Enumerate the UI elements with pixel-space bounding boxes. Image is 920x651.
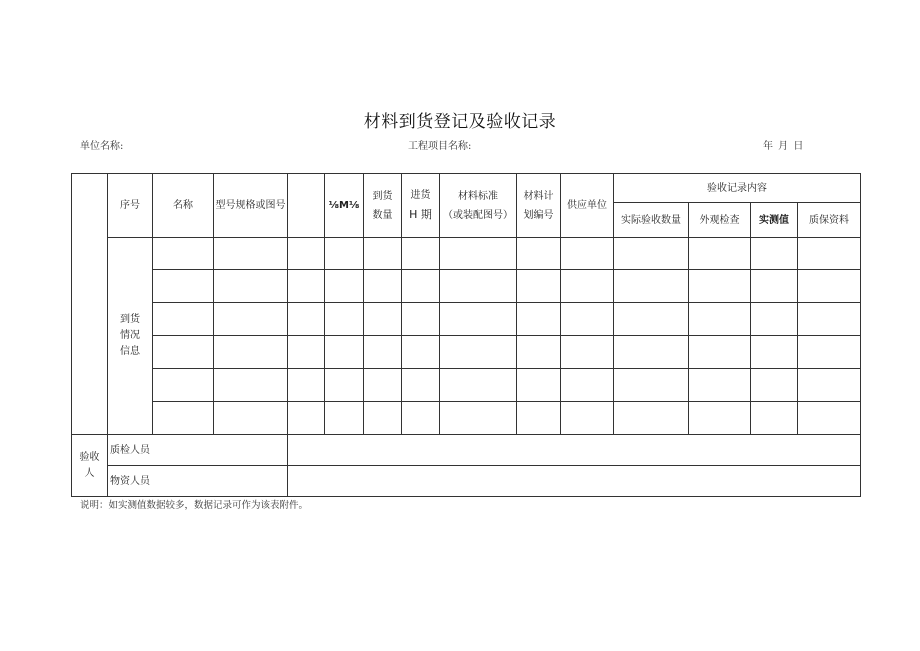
acceptor-row [72,435,861,466]
section-arrival-info [72,174,108,435]
date-label: 年 月 日 [763,141,804,152]
header-seq: 序号 [108,174,153,238]
table-row [72,402,861,435]
table-row [72,369,861,402]
unit-name-label: 单位名称: [80,141,124,152]
material-staff-field[interactable] [288,466,861,497]
table-row [72,336,861,369]
project-name-label: 工程项目名称: [408,141,472,152]
header-name: 名称 [153,174,214,238]
header-actual-qty: 实际验收数量 [614,203,689,238]
acceptor-row [72,466,861,497]
material-staff-label: 物资人员 [108,466,288,497]
header-plan-no: 材料计 划编号 [517,174,561,238]
header-measured: 实测值 [751,203,798,238]
header-arrive-date: 进货 H 期 [402,174,440,238]
header-acceptance-group: 验收记录内容 [614,174,861,203]
acceptor-section-label: 验收 人 [72,435,108,497]
header-model: 型号规格或图号 [214,174,288,238]
table-row [72,303,861,336]
header-standard: 材料标准 （或装配图号） [440,174,517,238]
quality-inspector-label: 质检人员 [108,435,288,466]
registration-table [71,173,861,497]
header-blank [288,174,325,238]
header-arrive-qty: 到货 数量 [364,174,402,238]
header-appearance: 外观检查 [689,203,751,238]
table-row [72,238,861,270]
quality-inspector-field[interactable] [288,435,861,466]
header-supplier: 供应单位 [561,174,614,238]
page-title: 材料到货登记及验收记录 [363,112,557,132]
header-quality-docs: 质保资料 [798,203,861,238]
arrival-info-label: 到货 情况 信息 [108,238,153,435]
footnote: 说明：如实测值数据较多，数据记录可作为该表附件。 [80,500,309,511]
table-row [72,270,861,303]
header-unit: ⅛M⅛ [325,174,364,238]
